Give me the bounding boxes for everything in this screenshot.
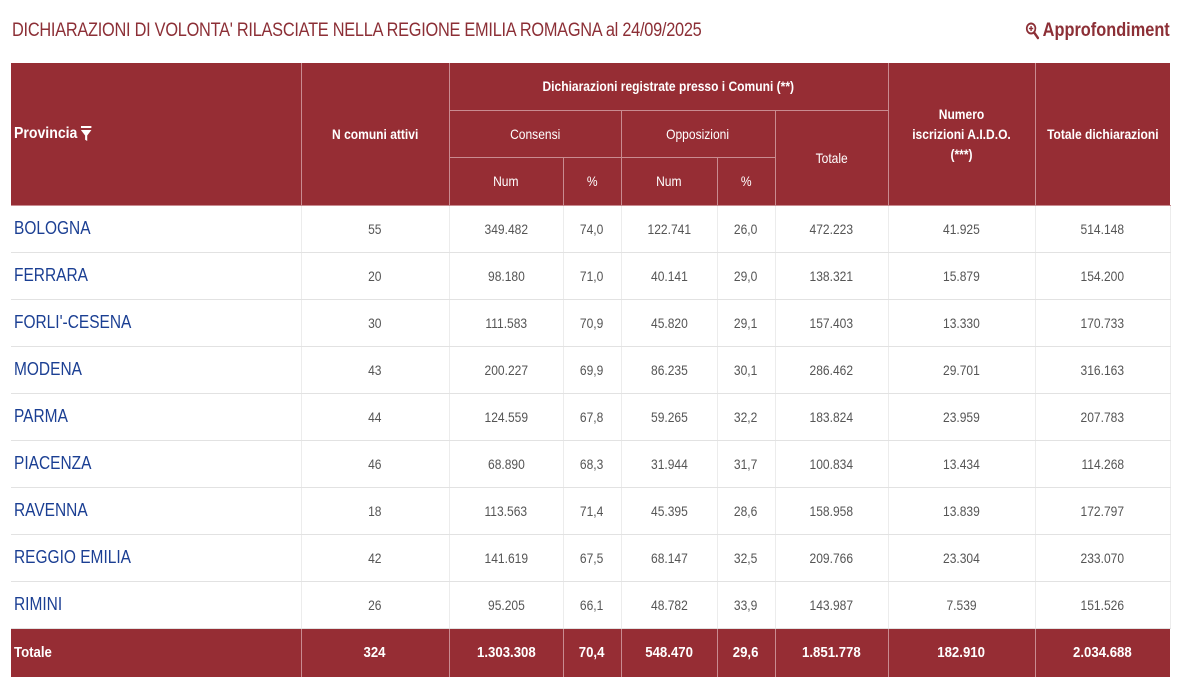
- cell-consensi-pct: 74,0: [563, 205, 621, 252]
- cell-totale: 286.462: [775, 346, 888, 393]
- cell-aido: 29.701: [888, 346, 1035, 393]
- total-aido: 182.910: [888, 628, 1035, 677]
- cell-opposizioni-num: 68.147: [621, 534, 717, 581]
- table-row: [11, 440, 1170, 487]
- cell-totale-dichiarazioni: 207.783: [1035, 393, 1170, 440]
- table-header: [11, 63, 1170, 205]
- cell-consensi-num: 349.482: [449, 205, 563, 252]
- total-totale-dichiarazioni: 2.034.688: [1035, 628, 1170, 677]
- table-row: [11, 534, 1170, 581]
- approfondimenti-label: Approfondiment: [1042, 20, 1170, 41]
- cell-opposizioni-pct: 28,6: [717, 487, 775, 534]
- cell-totale: 143.987: [775, 581, 888, 628]
- cell-aido: 7.539: [888, 581, 1035, 628]
- col-header-consensi-pct: %: [563, 157, 621, 205]
- cell-aido: 13.330: [888, 299, 1035, 346]
- cell-totale-dichiarazioni: 170.733: [1035, 299, 1170, 346]
- cell-opposizioni-num: 59.265: [621, 393, 717, 440]
- cell-consensi-pct: 67,5: [563, 534, 621, 581]
- cell-comuni: 55: [301, 205, 449, 252]
- cell-totale: 209.766: [775, 534, 888, 581]
- cell-totale: 138.321: [775, 252, 888, 299]
- total-opposizioni-num: 548.470: [621, 628, 717, 677]
- cell-consensi-num: 95.205: [449, 581, 563, 628]
- provincia-link[interactable]: REGGIO EMILIA: [11, 534, 301, 581]
- total-consensi-num: 1.303.308: [449, 628, 563, 677]
- total-comuni: 324: [301, 628, 449, 677]
- col-header-comuni: N comuni attivi: [301, 63, 449, 205]
- totals-label: Totale: [11, 628, 301, 677]
- cell-comuni: 30: [301, 299, 449, 346]
- cell-totale-dichiarazioni: 151.526: [1035, 581, 1170, 628]
- cell-aido: 23.304: [888, 534, 1035, 581]
- col-header-opposizioni-num: Num: [621, 157, 717, 205]
- cell-consensi-pct: 66,1: [563, 581, 621, 628]
- provincia-link[interactable]: BOLOGNA: [11, 205, 301, 252]
- total-opposizioni-pct: 29,6: [717, 628, 775, 677]
- cell-totale: 183.824: [775, 393, 888, 440]
- cell-consensi-num: 124.559: [449, 393, 563, 440]
- table-row: [11, 299, 1170, 346]
- cell-comuni: 43: [301, 346, 449, 393]
- cell-opposizioni-pct: 29,1: [717, 299, 775, 346]
- cell-comuni: 26: [301, 581, 449, 628]
- cell-opposizioni-pct: 33,9: [717, 581, 775, 628]
- total-consensi-pct: 70,4: [563, 628, 621, 677]
- col-header-totale-dichiarazioni: Totale dichiarazioni: [1035, 63, 1170, 205]
- filter-icon[interactable]: [81, 126, 92, 142]
- cell-opposizioni-num: 122.741: [621, 205, 717, 252]
- table-row: [11, 393, 1170, 440]
- cell-opposizioni-pct: 32,5: [717, 534, 775, 581]
- cell-opposizioni-num: 48.782: [621, 581, 717, 628]
- cell-opposizioni-num: 45.395: [621, 487, 717, 534]
- cell-consensi-num: 98.180: [449, 252, 563, 299]
- table-row: [11, 581, 1170, 628]
- provincia-link[interactable]: PARMA: [11, 393, 301, 440]
- col-header-group-registrate: Dichiarazioni registrate presso i Comuni (**): [449, 63, 888, 110]
- cell-consensi-pct: 70,9: [563, 299, 621, 346]
- provincia-link[interactable]: MODENA: [11, 346, 301, 393]
- col-header-totale: Totale: [775, 110, 888, 205]
- provincia-link[interactable]: RAVENNA: [11, 487, 301, 534]
- table-row: [11, 487, 1170, 534]
- cell-aido: 15.879: [888, 252, 1035, 299]
- cell-opposizioni-num: 86.235: [621, 346, 717, 393]
- cell-consensi-pct: 69,9: [563, 346, 621, 393]
- provincia-link[interactable]: PIACENZA: [11, 440, 301, 487]
- magnifier-plus-icon: [1026, 22, 1040, 40]
- cell-consensi-num: 141.619: [449, 534, 563, 581]
- cell-opposizioni-pct: 30,1: [717, 346, 775, 393]
- cell-opposizioni-num: 45.820: [621, 299, 717, 346]
- cell-consensi-num: 200.227: [449, 346, 563, 393]
- cell-consensi-num: 68.890: [449, 440, 563, 487]
- cell-opposizioni-pct: 29,0: [717, 252, 775, 299]
- cell-totale-dichiarazioni: 172.797: [1035, 487, 1170, 534]
- cell-aido: 41.925: [888, 205, 1035, 252]
- cell-comuni: 18: [301, 487, 449, 534]
- cell-aido: 13.839: [888, 487, 1035, 534]
- cell-consensi-num: 113.563: [449, 487, 563, 534]
- dichiarazioni-table: [11, 63, 1171, 677]
- cell-opposizioni-pct: 26,0: [717, 205, 775, 252]
- cell-aido: 23.959: [888, 393, 1035, 440]
- col-header-opposizioni: Opposizioni: [621, 110, 775, 157]
- page-header: [0, 0, 1200, 62]
- col-header-opposizioni-pct: %: [717, 157, 775, 205]
- provincia-link[interactable]: RIMINI: [11, 581, 301, 628]
- cell-totale-dichiarazioni: 154.200: [1035, 252, 1170, 299]
- cell-opposizioni-pct: 32,2: [717, 393, 775, 440]
- cell-consensi-pct: 68,3: [563, 440, 621, 487]
- cell-consensi-pct: 71,0: [563, 252, 621, 299]
- provincia-link[interactable]: FORLI'-CESENA: [11, 299, 301, 346]
- provincia-label: Provincia: [14, 124, 78, 142]
- cell-comuni: 20: [301, 252, 449, 299]
- cell-totale-dichiarazioni: 114.268: [1035, 440, 1170, 487]
- cell-totale: 100.834: [775, 440, 888, 487]
- page-title: DICHIARAZIONI DI VOLONTA' RILASCIATE NELLA REGIONE EMILIA ROMAGNA al 24/09/2025: [12, 20, 702, 41]
- cell-totale: 157.403: [775, 299, 888, 346]
- col-header-aido: Numero iscrizioni A.I.D.O. (***): [888, 63, 1035, 205]
- table-body: [11, 205, 1170, 628]
- col-header-provincia[interactable]: [11, 63, 301, 205]
- cell-opposizioni-num: 31.944: [621, 440, 717, 487]
- cell-opposizioni-num: 40.141: [621, 252, 717, 299]
- cell-comuni: 42: [301, 534, 449, 581]
- approfondimenti-link[interactable]: [1026, 20, 1170, 42]
- cell-totale: 158.958: [775, 487, 888, 534]
- cell-totale: 472.223: [775, 205, 888, 252]
- provincia-link[interactable]: FERRARA: [11, 252, 301, 299]
- cell-consensi-pct: 71,4: [563, 487, 621, 534]
- cell-aido: 13.434: [888, 440, 1035, 487]
- cell-totale-dichiarazioni: 514.148: [1035, 205, 1170, 252]
- table-row: [11, 205, 1170, 252]
- cell-opposizioni-pct: 31,7: [717, 440, 775, 487]
- totals-row: [11, 628, 1170, 677]
- col-header-consensi-num: Num: [449, 157, 563, 205]
- cell-comuni: 46: [301, 440, 449, 487]
- table-row: [11, 252, 1170, 299]
- total-totale: 1.851.778: [775, 628, 888, 677]
- cell-comuni: 44: [301, 393, 449, 440]
- col-header-consensi: Consensi: [449, 110, 621, 157]
- cell-totale-dichiarazioni: 316.163: [1035, 346, 1170, 393]
- cell-consensi-num: 111.583: [449, 299, 563, 346]
- table-row: [11, 346, 1170, 393]
- table-totals: [11, 628, 1170, 677]
- cell-totale-dichiarazioni: 233.070: [1035, 534, 1170, 581]
- cell-consensi-pct: 67,8: [563, 393, 621, 440]
